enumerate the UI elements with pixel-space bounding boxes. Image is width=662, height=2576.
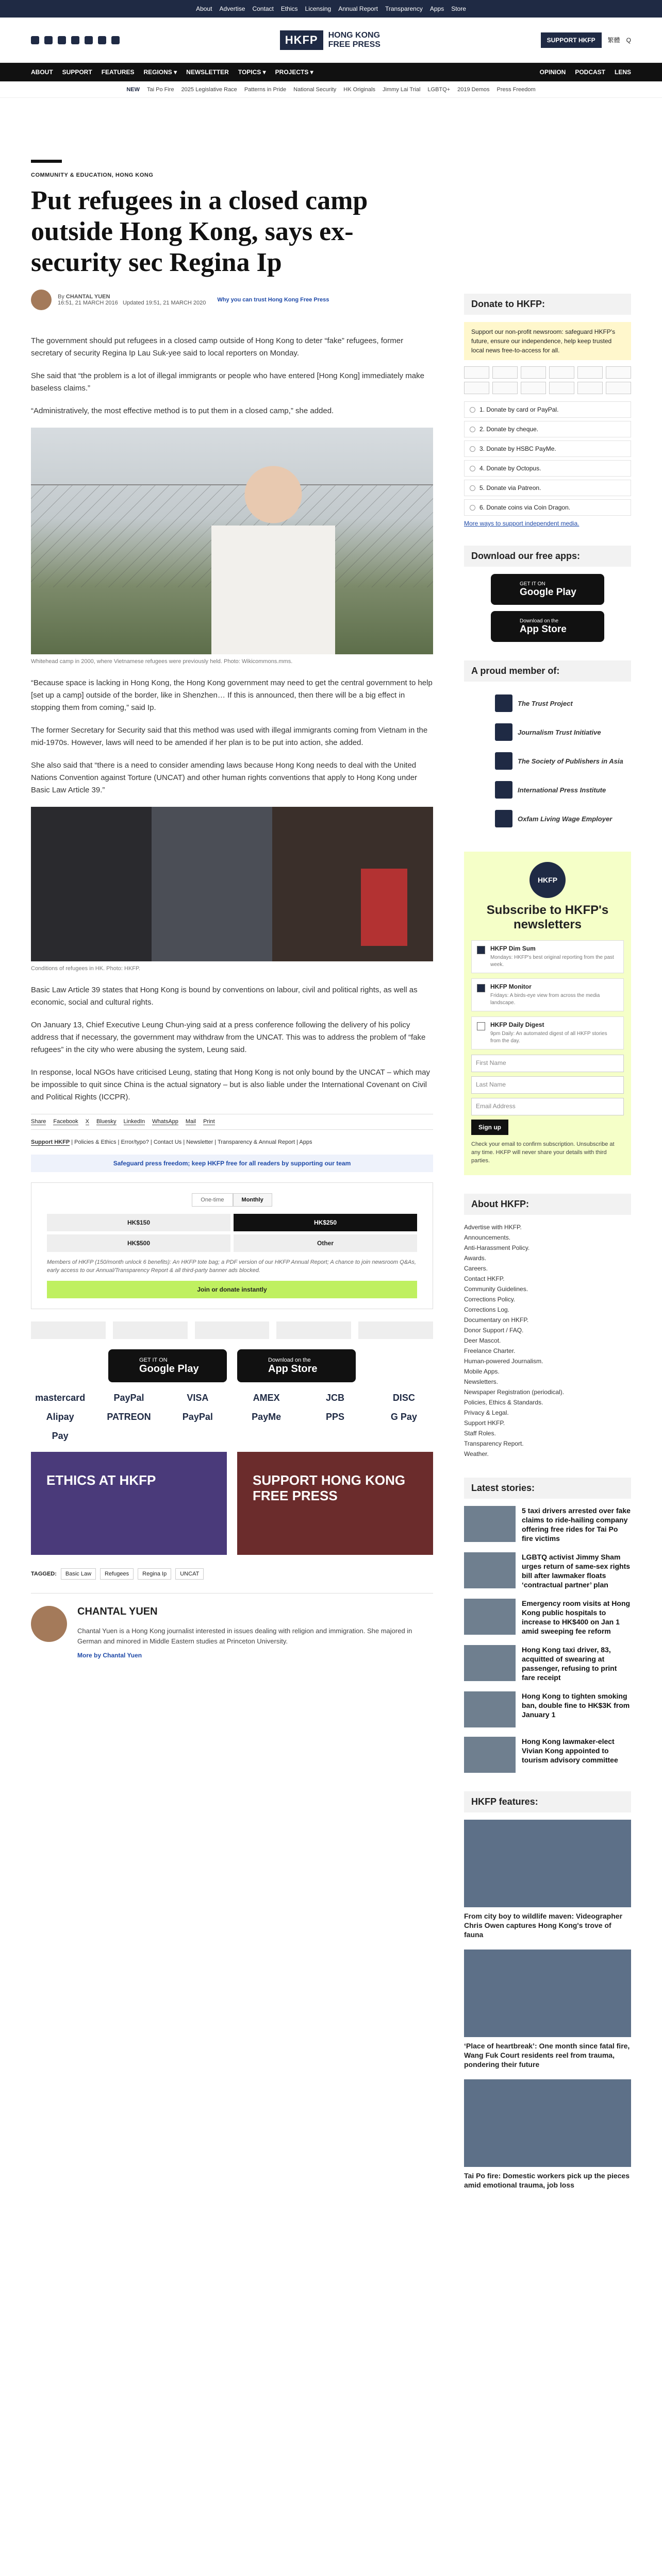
photo-caption: Conditions of refugees in HK. Photo: HKFP. (31, 965, 140, 972)
payment-logos (31, 1393, 433, 1442)
feature-image[interactable] (464, 2079, 631, 2167)
ethics-promo[interactable]: ETHICS AT HKFP (31, 1452, 227, 1555)
latest-stories-widget (464, 1478, 631, 1773)
about-link[interactable]: Announcements. (464, 1234, 511, 1241)
google-pay-icon: G Pay (390, 1412, 417, 1422)
tag[interactable]: Regina Ip (138, 1568, 171, 1580)
paypal-icon: PayPal (113, 1393, 144, 1403)
about-link[interactable]: Mobile Apps. (464, 1368, 500, 1375)
amount-option[interactable]: HK$150 (47, 1214, 230, 1231)
mastercard-icon: mastercard (35, 1393, 86, 1403)
tag[interactable]: Refugees (100, 1568, 134, 1580)
support-link[interactable]: Support HKFP (31, 1139, 70, 1145)
promo-banners (31, 1452, 433, 1555)
features-title: HKFP features: (464, 1791, 631, 1812)
member-logo[interactable]: The Trust Project (464, 689, 631, 718)
amount-options (47, 1214, 417, 1252)
card-icon (492, 366, 518, 379)
donate-option[interactable]: 2. Donate by cheque. (464, 421, 631, 437)
frequency-toggle (47, 1193, 417, 1207)
x-icon[interactable] (44, 36, 53, 44)
error-link[interactable]: Error/typo? (121, 1139, 149, 1145)
about-link[interactable]: Donor Support / FAQ. (464, 1327, 524, 1334)
story-thumbnail (464, 1552, 516, 1588)
card-icon (606, 366, 631, 379)
donate-option[interactable]: 4. Donate by Octopus. (464, 460, 631, 477)
about-link[interactable]: Corrections Policy. (464, 1296, 516, 1303)
first-name-field[interactable]: First Name (471, 1055, 624, 1072)
alipay-icon: Alipay (46, 1412, 74, 1422)
share-linkedin[interactable]: LinkedIn (123, 1118, 145, 1125)
newsletter-option-daily-digest[interactable]: HKFP Daily Digest 9pm Daily: An automated digest of all HKFP stories from the day. (471, 1016, 624, 1049)
jti-icon (495, 723, 512, 741)
about-link[interactable]: Transparency Report. (464, 1440, 524, 1447)
trending-item[interactable]: Patterns in Pride (244, 86, 287, 93)
amount-option[interactable]: HK$500 (47, 1234, 230, 1252)
about-list (464, 1222, 631, 1459)
safeguard-banner[interactable]: Safeguard press freedom; keep HKFP free for all readers by supporting our team (31, 1155, 433, 1172)
header-actions (541, 32, 631, 48)
trust-project-icon (495, 694, 512, 712)
article-paragraph: She said that “the problem is a lot of illegal immigrants or people who have entered [Hong Kong] immediately make baseless claims.” (31, 371, 424, 393)
utility-link-transparency[interactable]: Transparency (385, 5, 423, 12)
article-paragraph: In response, local NGOs have criticised Leung, stating that Hong Kong is not only bound by the UNCAT – which may be impossible to quit since China is the actual signatory – but is also liable under the International Covenant on Civil and Political Rights (ICCPR). (31, 1068, 431, 1101)
ipi-icon (495, 781, 512, 799)
article-photo-refugees (31, 807, 433, 961)
more-ways-link[interactable]: More ways to support independent media. (464, 520, 580, 527)
author-bio: Chantal Yuen is a Hong Kong journalist interested in issues dealing with religion and immigration. She majored in German and minored in Middle Eastern studies at Princeton University. (77, 1627, 412, 1645)
author-name[interactable]: CHANTAL YUEN (65, 294, 110, 300)
article-category[interactable]: COMMUNITY & EDUCATION, HONG KONG (31, 172, 154, 178)
photo-caption: Whitehead camp in 2000, where Vietnamese refugees were previously held. Photo: Wikicommons.mms. (31, 658, 293, 665)
about-link[interactable]: Staff Roles. (464, 1430, 496, 1437)
about-link[interactable]: Newsletters. (464, 1378, 499, 1385)
latest-story[interactable]: Hong Kong lawmaker-elect Vivian Kong appointed to tourism advisory committee (464, 1737, 631, 1773)
apps-link[interactable]: Apps (299, 1139, 312, 1145)
youtube-icon[interactable] (71, 36, 79, 44)
apple-pay-icon: Pay (52, 1431, 69, 1441)
utility-link-annual-report[interactable]: Annual Report (338, 5, 378, 12)
byline-text: By CHANTAL YUEN 16:51, 21 MARCH 2016 Updated 19:51, 21 MARCH 2020 (58, 294, 206, 306)
card-logos (464, 366, 631, 394)
rss-icon[interactable] (111, 36, 120, 44)
latest-story[interactable]: Hong Kong to tighten smoking ban, double fine to HK$3K from January 1 (464, 1691, 631, 1727)
nav-about[interactable]: ABOUT (31, 69, 53, 76)
publish-date: 16:51, 21 MARCH 2016 (58, 300, 118, 306)
nav-topics[interactable]: TOPICS ▾ (238, 69, 266, 76)
trending-bar (0, 81, 662, 98)
patreon-icon: PATREON (107, 1412, 151, 1422)
photo-detail (361, 869, 407, 946)
join-donate-button[interactable]: Join or donate instantly (47, 1281, 417, 1298)
payme-icon: PayMe (252, 1412, 282, 1422)
share-bar (31, 1114, 433, 1130)
app-store-button[interactable]: Download on the App Store (237, 1349, 356, 1382)
newsletter-option-monitor[interactable]: HKFP Monitor Fridays: A birds-eye view from across the media landscape. (471, 978, 624, 1011)
donate-option[interactable]: 5. Donate via Patreon. (464, 480, 631, 496)
card-icon (577, 382, 603, 394)
latest-story[interactable]: 5 taxi drivers arrested over fake claims to ride-hailing company offering free rides for Tai Po fire victims (464, 1506, 631, 1543)
donate-option[interactable]: 6. Donate coins via Coin Dragon. (464, 499, 631, 516)
article-paragraph: She also said that “there is a need to consider amending laws because Hong Kong needs to deal with the United Nations Convention against Torture (UNCAT) and other human rights conventions that apply to Hong Kong under Basic Law Article 39.” (31, 761, 418, 794)
article-title: Put refugees in a closed camp outside Hong Kong, says ex-security sec Regina Ip (31, 186, 368, 277)
member-logo[interactable]: International Press Institute (464, 775, 631, 804)
article-column (31, 98, 433, 2208)
story-thumbnail (464, 1737, 516, 1773)
logo-wordmark: HONG KONG FREE PRESS (328, 30, 380, 49)
nav-opinion[interactable]: OPINION (539, 69, 566, 76)
member-logo[interactable]: Journalism Trust Initiative (464, 718, 631, 747)
search-icon[interactable]: Q (626, 36, 631, 44)
utility-link-ethics[interactable]: Ethics (280, 5, 298, 12)
about-title: About HKFP: (464, 1194, 631, 1215)
latest-title: Latest stories: (464, 1478, 631, 1499)
latest-story[interactable]: LGBTQ activist Jimmy Sham urges return of same-sex rights bill after lawmaker floats ‘contractual partner’ plan (464, 1552, 631, 1589)
article-paragraph: The former Secretary for Security said that this method was used with illegal immigrants coming from Vietnam in the mid-1970s. However, laws will need to be amended if her plan is to be put into action, she added. (31, 726, 428, 747)
discover-icon: DISC (392, 1393, 415, 1403)
tagged-label: TAGGED: (31, 1571, 57, 1577)
nav-support[interactable]: SUPPORT (62, 69, 92, 76)
features-widget (464, 1791, 631, 2190)
app-store-button[interactable]: Download on the App Store (491, 611, 604, 642)
feature-headline[interactable]: ‘Place of heartbreak’: One month since fatal fire, Wang Fuk Court residents reel from trauma, pondering their future (464, 2042, 630, 2069)
story-thumbnail (464, 1691, 516, 1727)
policies-link[interactable]: Policies & Ethics (74, 1139, 117, 1145)
sopa-icon (495, 752, 512, 770)
trending-item[interactable]: Jimmy Lai Trial (383, 86, 421, 93)
about-link[interactable]: Advertise with HKFP. (464, 1224, 522, 1231)
about-link[interactable]: Freelance Charter. (464, 1347, 516, 1354)
donate-title: Donate to HKFP: (464, 294, 631, 315)
card-icon (464, 366, 489, 379)
article-photo-camp (31, 428, 433, 654)
trending-item[interactable]: Tai Po Fire (146, 86, 174, 93)
membership-note: Members of HKFP (150/month unlock 6 benefits): An HKFP tote bag; a PDF version of our HKFP Annual Report; A chance to join newsroom Q&As, early access to our Annual/Transparency Report & all third-party banner ads blocked. (47, 1259, 416, 1274)
oxfam-icon (495, 810, 512, 827)
nav-regions[interactable]: REGIONS ▾ (143, 69, 177, 76)
instagram-icon[interactable] (58, 36, 66, 44)
card-icon (492, 382, 518, 394)
social-icons (31, 36, 120, 44)
trending-item[interactable]: 2025 Legislative Race (181, 86, 237, 93)
about-link[interactable]: Privacy & Legal. (464, 1409, 509, 1416)
article-paragraph: “Administratively, the most effective method is to put them in a closed camp,” she added. (31, 406, 334, 415)
story-thumbnail (464, 1645, 516, 1681)
author-avatar[interactable] (31, 290, 52, 310)
donate-intro: Support our non-profit newsroom: safeguard HKFP's future, ensure our independence, help keep trusted local news free-to-access for all. (464, 322, 631, 360)
about-link[interactable]: Support HKFP. (464, 1419, 505, 1427)
donate-option[interactable]: 3. Donate by HSBC PayMe. (464, 440, 631, 457)
title-rule (31, 160, 62, 163)
byline (31, 290, 433, 310)
share-link[interactable]: Share (31, 1118, 46, 1125)
article-paragraph: On January 13, Chief Executive Leung Chun-ying said at a press conference following the delivery of his policy address that if necessary, the government may withdraw from the UNCAT. This was to address the problem of “fake refugees” in the city who were abusing the system, Leung said. (31, 1021, 426, 1054)
about-link[interactable]: Weather. (464, 1450, 489, 1458)
share-bluesky[interactable]: Bluesky (96, 1118, 117, 1125)
photo-person (211, 448, 335, 654)
contact-link[interactable]: Contact Us (153, 1139, 182, 1145)
email-field[interactable]: Email Address (471, 1098, 624, 1115)
site-logo[interactable] (280, 30, 380, 50)
story-thumbnail (464, 1599, 516, 1635)
page-body (0, 98, 662, 2208)
trust-project-logo (31, 1321, 106, 1339)
share-facebook[interactable]: Facebook (53, 1118, 78, 1125)
nav-features[interactable]: FEATURES (101, 69, 135, 76)
sopa-logo (195, 1321, 270, 1339)
trust-link[interactable]: Why you can trust Hong Kong Free Press (217, 297, 329, 303)
about-link[interactable]: Newspaper Registration (periodical). (464, 1388, 565, 1396)
member-widget (464, 660, 631, 833)
google-play-button[interactable]: GET IT ON Google Play (108, 1349, 227, 1382)
about-link[interactable]: Policies, Ethics & Standards. (464, 1399, 543, 1406)
member-logo[interactable]: The Society of Publishers in Asia (464, 747, 631, 775)
amex-icon: AMEX (253, 1393, 280, 1403)
support-links: Support HKFP | Policies & Ethics | Error/typo? | Contact Us | Newsletter | Transparency & Annual Report | Apps (31, 1139, 312, 1145)
about-link[interactable]: Careers. (464, 1265, 488, 1272)
freq-one-time[interactable]: One-time (192, 1193, 233, 1207)
utility-link-contact[interactable]: Contact (252, 5, 274, 12)
author-box (31, 1593, 433, 1659)
feature-headline[interactable]: From city boy to wildlife maven: Videographer Chris Owen captures Hong Kong's trove of fauna (464, 1912, 623, 1939)
site-header (0, 18, 662, 63)
author-box-avatar[interactable] (31, 1606, 67, 1642)
utility-link-advertise[interactable]: Advertise (219, 5, 245, 12)
google-play-button[interactable]: GET IT ON Google Play (491, 574, 604, 605)
share-mail[interactable]: Mail (185, 1118, 196, 1125)
article-paragraph: Basic Law Article 39 states that Hong Kong is bound by conventions on labour, civil and political rights, as well as economic, social and cultural rights. (31, 986, 418, 1007)
member-title: A proud member of: (464, 660, 631, 682)
visa-icon: VISA (187, 1393, 209, 1403)
donate-option[interactable]: 1. Donate by card or PayPal. (464, 401, 631, 418)
card-icon (606, 382, 631, 394)
sign-up-button[interactable]: Sign up (471, 1120, 508, 1135)
card-icon (521, 382, 546, 394)
oxfam-logo (358, 1321, 433, 1339)
utility-links (196, 5, 466, 12)
about-link[interactable]: Corrections Log. (464, 1306, 510, 1313)
article-paragraph: “Because space is lacking in Hong Kong, the Hong Kong government may need to get the central government to help [set up a camp] outside of the border, like in Shenzhen… If this is announced, then there will be a big effect in stopping them from coming,” said Ip. (31, 679, 433, 712)
trending-new-label: NEW (126, 86, 140, 93)
utility-link-about[interactable]: About (196, 5, 212, 12)
sidebar (464, 98, 631, 2208)
newsletter-fineprint: Check your email to confirm subscription. Unsubscribe at any time. HKFP will never share your details with third parties. (471, 1141, 615, 1164)
utility-link-licensing[interactable]: Licensing (305, 5, 332, 12)
newsletter-widget (464, 852, 631, 1175)
paypal-icon: PayPal (182, 1412, 213, 1422)
article-paragraph: The government should put refugees in a closed camp outside of Hong Kong to deter “fake” refugees, former secretary of security Regina Ip Lau Suk-yee said to local reporters on Monday. (31, 336, 404, 358)
telegram-icon[interactable] (85, 36, 93, 44)
jcb-icon: JCB (325, 1393, 344, 1403)
about-link[interactable]: Awards. (464, 1255, 487, 1262)
top-utility-bar (0, 0, 662, 18)
card-icon (464, 382, 489, 394)
apps-widget (464, 546, 631, 642)
trending-item[interactable]: Press Freedom (496, 86, 536, 93)
nav-newsletter[interactable]: NEWSLETTER (186, 69, 229, 76)
share-whatsapp[interactable]: WhatsApp (152, 1118, 178, 1125)
trending-item[interactable]: 2019 Demos (457, 86, 490, 93)
logo-mark: HKFP (280, 30, 323, 50)
facebook-icon[interactable] (31, 36, 39, 44)
member-badges-row (31, 1321, 433, 1339)
support-hkfp-button[interactable]: SUPPORT HKFP (541, 32, 602, 48)
newsletter-logo: HKFP (529, 862, 566, 898)
ipi-logo (276, 1321, 351, 1339)
freq-monthly[interactable]: Monthly (233, 1193, 272, 1207)
amount-option-selected[interactable]: HK$250 (234, 1214, 417, 1231)
about-link[interactable]: Contact HKFP. (464, 1275, 505, 1282)
member-logo[interactable]: Oxfam Living Wage Employer (464, 804, 631, 833)
amount-option-other[interactable]: Other (234, 1234, 417, 1252)
linkedin-icon[interactable] (98, 36, 106, 44)
newsletter-title: Subscribe to HKFP's newsletters (486, 903, 609, 931)
feature-image[interactable] (464, 1820, 631, 1907)
story-thumbnail (464, 1506, 516, 1542)
updated-date: Updated 19:51, 21 MARCH 2020 (122, 300, 206, 306)
card-icon (577, 366, 603, 379)
pps-icon: PPS (325, 1412, 344, 1422)
latest-story[interactable]: Hong Kong taxi driver, 83, acquitted of swearing at passenger, refusing to print fare receipt (464, 1645, 631, 1682)
author-box-name[interactable]: CHANTAL YUEN (77, 1606, 158, 1617)
about-widget (464, 1194, 631, 1459)
feature-image[interactable] (464, 1950, 631, 2037)
newsletter-link[interactable]: Newsletter (186, 1139, 213, 1145)
latest-story[interactable]: Emergency room visits at Hong Kong public hospitals to increase to HK$400 on Jan 1 amid sweeping fee reform (464, 1599, 631, 1636)
main-nav (0, 63, 662, 81)
last-name-field[interactable]: Last Name (471, 1076, 624, 1094)
tag-list (31, 1568, 433, 1580)
language-toggle[interactable]: 繁體 (607, 37, 620, 44)
donate-widget (464, 294, 631, 527)
share-x[interactable]: X (85, 1118, 90, 1125)
newsletter-option-dim-sum[interactable]: HKFP Dim Sum Mondays: HKFP's best original reporting from the past week. (471, 940, 624, 973)
app-store-buttons (31, 1349, 433, 1382)
donation-widget (31, 1182, 433, 1309)
support-promo[interactable]: SUPPORT HONG KONG FREE PRESS (237, 1452, 433, 1555)
more-by-author-link[interactable]: More by Chantal Yuen (77, 1652, 142, 1659)
apps-title: Download our free apps: (464, 546, 631, 567)
trending-item[interactable]: National Security (293, 86, 337, 93)
utility-link-apps[interactable]: Apps (429, 5, 444, 12)
about-link[interactable]: Community Guidelines. (464, 1285, 528, 1293)
about-link[interactable]: Anti-Harassment Policy. (464, 1244, 530, 1251)
trending-item[interactable]: HK Originals (343, 86, 376, 93)
share-print[interactable]: Print (203, 1118, 215, 1125)
card-icon (549, 366, 574, 379)
nav-podcast[interactable]: PODCAST (575, 69, 605, 76)
transparency-link[interactable]: Transparency & Annual Report (218, 1139, 295, 1145)
about-link[interactable]: Human-powered Journalism. (464, 1358, 543, 1365)
utility-link-store[interactable]: Store (451, 5, 466, 12)
nav-lens[interactable]: LENS (614, 69, 631, 76)
about-link[interactable]: Documentary on HKFP. (464, 1316, 529, 1324)
card-icon (521, 366, 546, 379)
jti-logo (113, 1321, 188, 1339)
about-link[interactable]: Deer Mascot. (464, 1337, 501, 1344)
trending-item[interactable]: LGBTQ+ (427, 86, 451, 93)
tag[interactable]: Basic Law (61, 1568, 96, 1580)
tag[interactable]: UNCAT (175, 1568, 204, 1580)
nav-projects[interactable]: PROJECTS ▾ (275, 69, 313, 76)
feature-headline[interactable]: Tai Po fire: Domestic workers pick up the pieces amid emotional trauma, job loss (464, 2172, 630, 2189)
card-icon (549, 382, 574, 394)
